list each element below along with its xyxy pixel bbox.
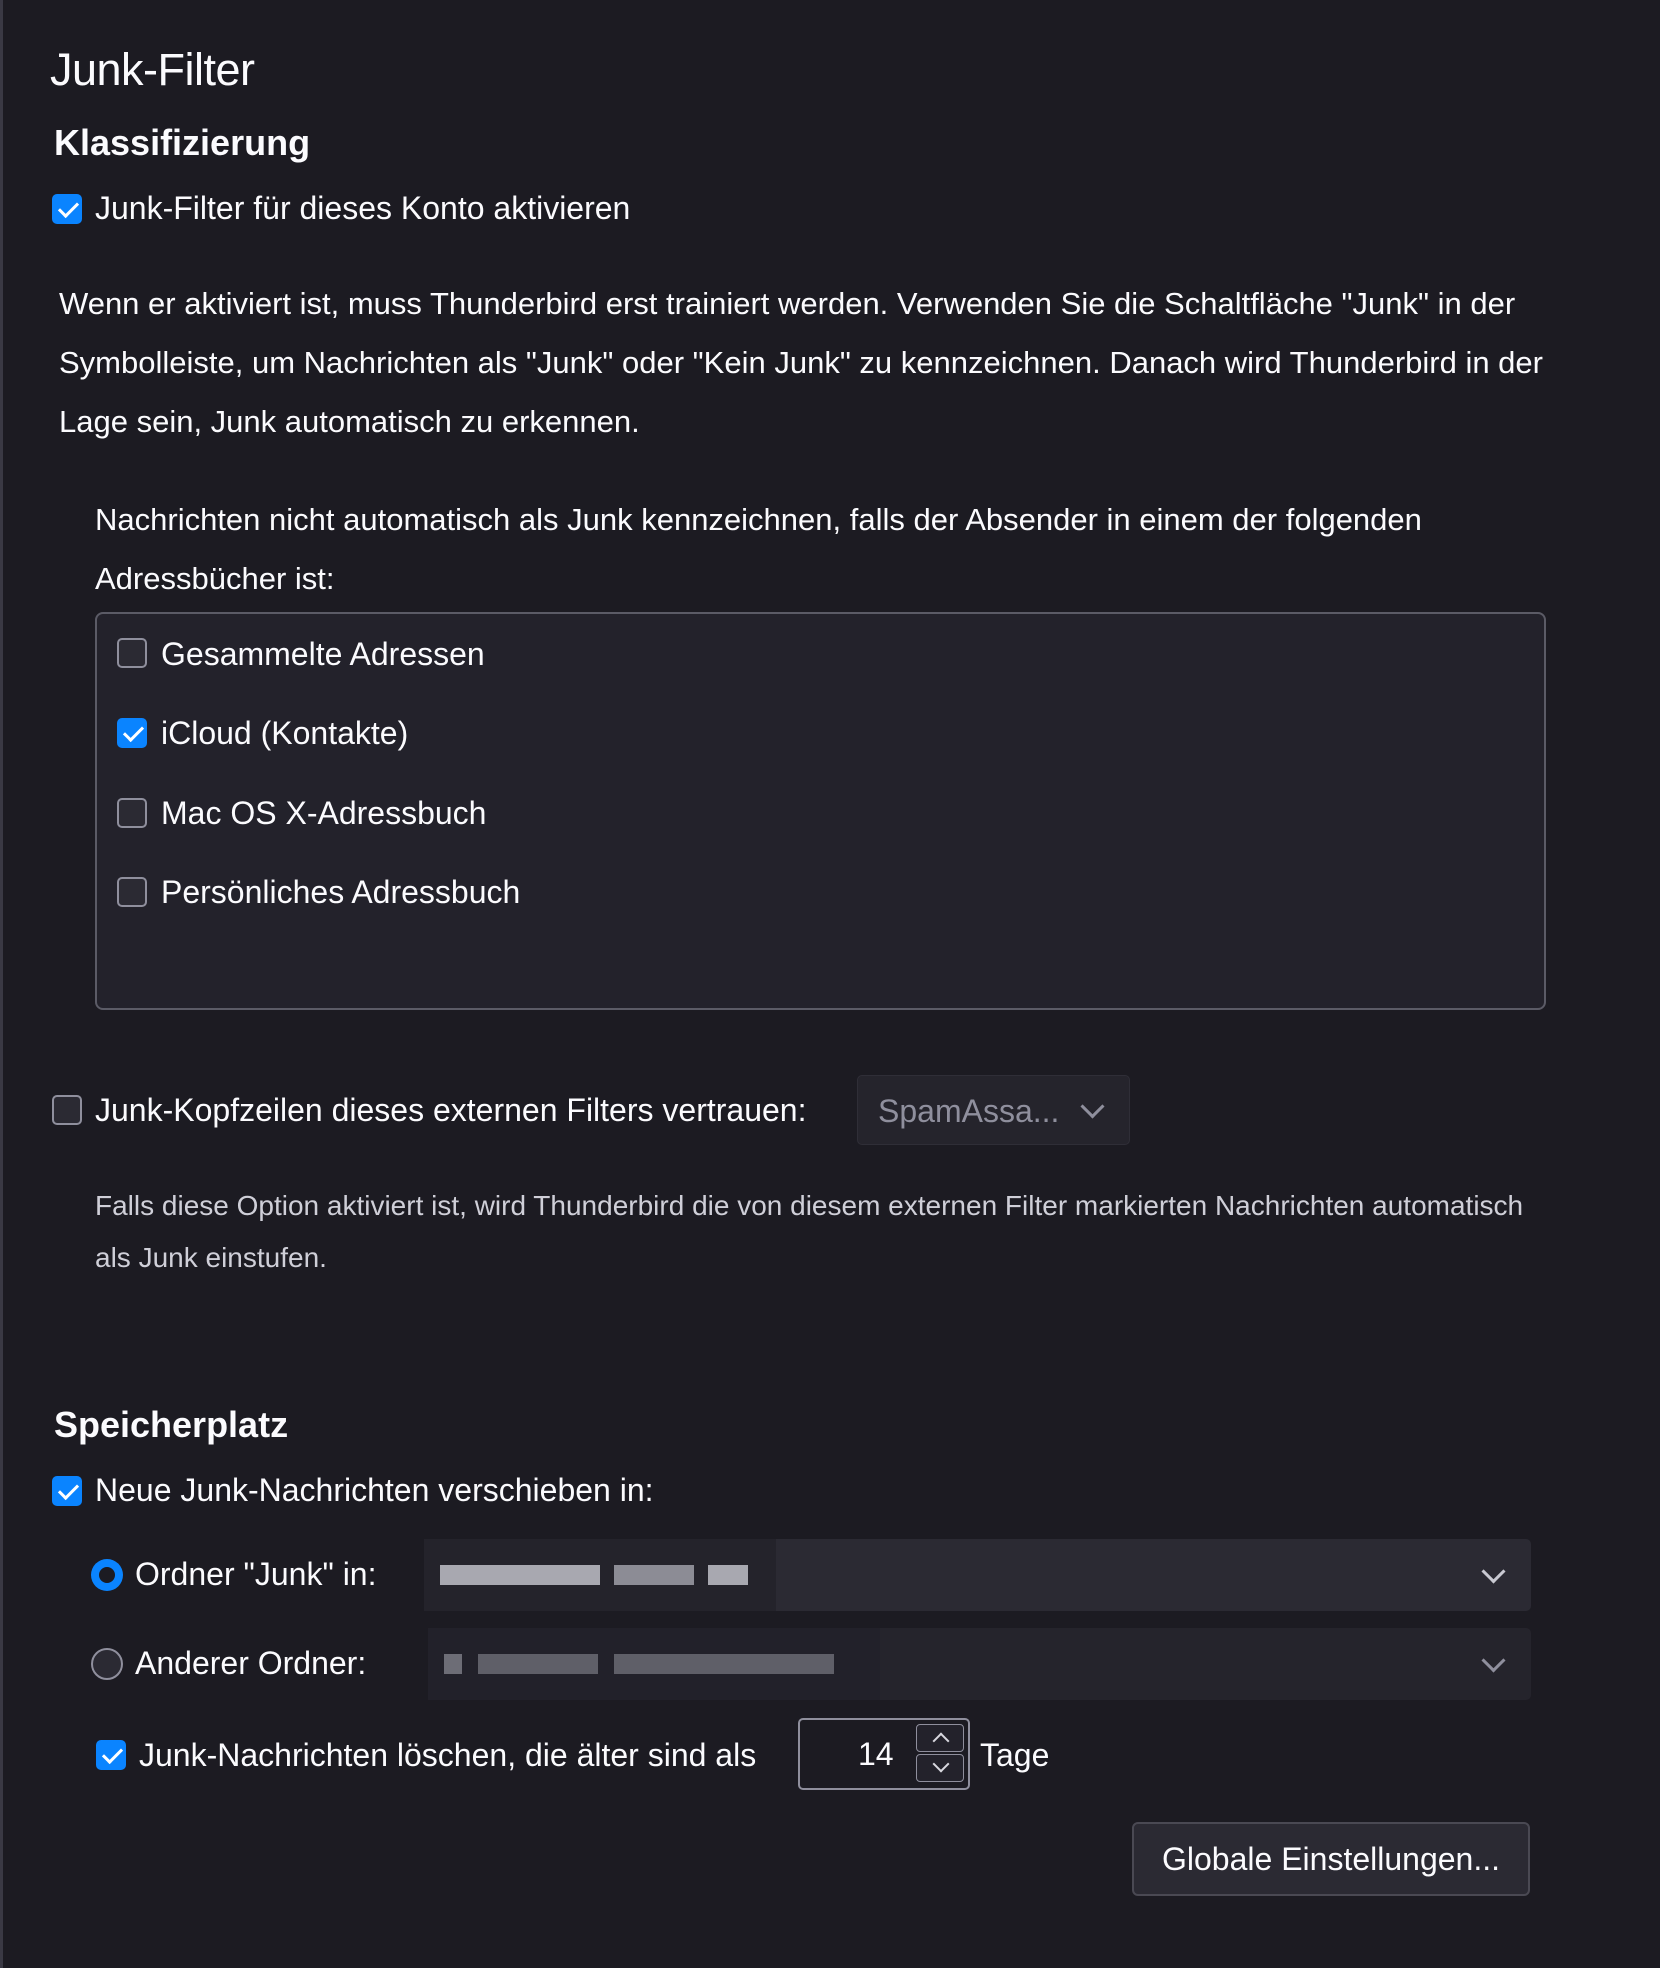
other-folder-dropdown[interactable] (428, 1628, 1531, 1700)
days-value: 14 (858, 1736, 894, 1772)
junk-folder-in-label[interactable]: Ordner "Junk" in: (135, 1556, 377, 1592)
other-folder-label[interactable]: Anderer Ordner: (135, 1645, 367, 1681)
junk-folder-in-radio[interactable] (91, 1559, 123, 1591)
addressbook-checkbox-icloud[interactable] (117, 718, 147, 748)
trust-headers-label[interactable]: Junk-Kopfzeilen dieses externen Filters vertrauen: (95, 1092, 807, 1128)
whitelist-intro: Nachrichten nicht automatisch als Junk kennzeichnen, falls der Absender in einem der folgenden Adressbücher ist: (95, 502, 1422, 596)
chevron-down-icon (1080, 1094, 1104, 1118)
delete-older-label[interactable]: Junk-Nachrichten löschen, die älter sind als (139, 1737, 757, 1773)
page-title: Junk-Filter (50, 44, 255, 95)
enable-junk-filter-label[interactable]: Junk-Filter für dieses Konto aktivieren (95, 190, 631, 226)
external-filter-value: SpamAssa... (878, 1093, 1060, 1129)
redacted-folder-path (428, 1628, 880, 1700)
classification-heading: Klassifizierung (54, 122, 311, 163)
redacted-account-name (424, 1539, 776, 1611)
addressbook-checkbox-collected[interactable] (117, 638, 147, 668)
addressbook-label-personal[interactable]: Persönliches Adressbuch (161, 874, 521, 910)
decrement-button[interactable] (916, 1754, 964, 1782)
junk-account-dropdown[interactable] (424, 1539, 1531, 1611)
other-folder-radio[interactable] (91, 1648, 123, 1680)
chevron-up-icon (933, 1733, 950, 1750)
chevron-down-icon (1481, 1648, 1505, 1672)
move-junk-checkbox[interactable] (52, 1476, 82, 1506)
trust-headers-description: Falls diese Option aktiviert ist, wird Thunderbird die von diesem externen Filter markierten Nachrichten automatisch als Junk einstufen. (95, 1190, 1524, 1273)
chevron-down-icon (1481, 1559, 1505, 1583)
enable-junk-filter-checkbox[interactable] (52, 194, 82, 224)
move-junk-label[interactable]: Neue Junk-Nachrichten verschieben in: (95, 1472, 654, 1508)
addressbook-checkbox-personal[interactable] (117, 877, 147, 907)
chevron-down-icon (933, 1756, 950, 1773)
external-filter-dropdown[interactable] (857, 1075, 1130, 1145)
trust-headers-checkbox[interactable] (52, 1095, 82, 1125)
days-number-field[interactable] (798, 1718, 970, 1790)
global-settings-button[interactable]: Globale Einstellungen... (1132, 1822, 1530, 1896)
days-unit-label: Tage (980, 1737, 1050, 1773)
addressbook-label-collected[interactable]: Gesammelte Adressen (161, 636, 485, 672)
addressbook-checkbox-macos[interactable] (117, 798, 147, 828)
increment-button[interactable] (916, 1724, 964, 1752)
delete-older-checkbox[interactable] (96, 1740, 126, 1770)
training-explanation: Wenn er aktiviert ist, muss Thunderbird erst trainiert werden. Verwenden Sie die Schaltfläche "Junk" in der Symbolleiste, um Nachrichten als "Junk" oder "Kein Junk" zu kennzeichnen. Danach wird Thunderbird in der Lage sein, Junk automatisch zu erkennen. (59, 286, 1543, 439)
addressbook-label-macos[interactable]: Mac OS X-Adressbuch (161, 795, 487, 831)
storage-heading: Speicherplatz (54, 1404, 289, 1445)
addressbook-label-icloud[interactable]: iCloud (Kontakte) (161, 715, 409, 751)
window-edge (0, 0, 3, 1968)
